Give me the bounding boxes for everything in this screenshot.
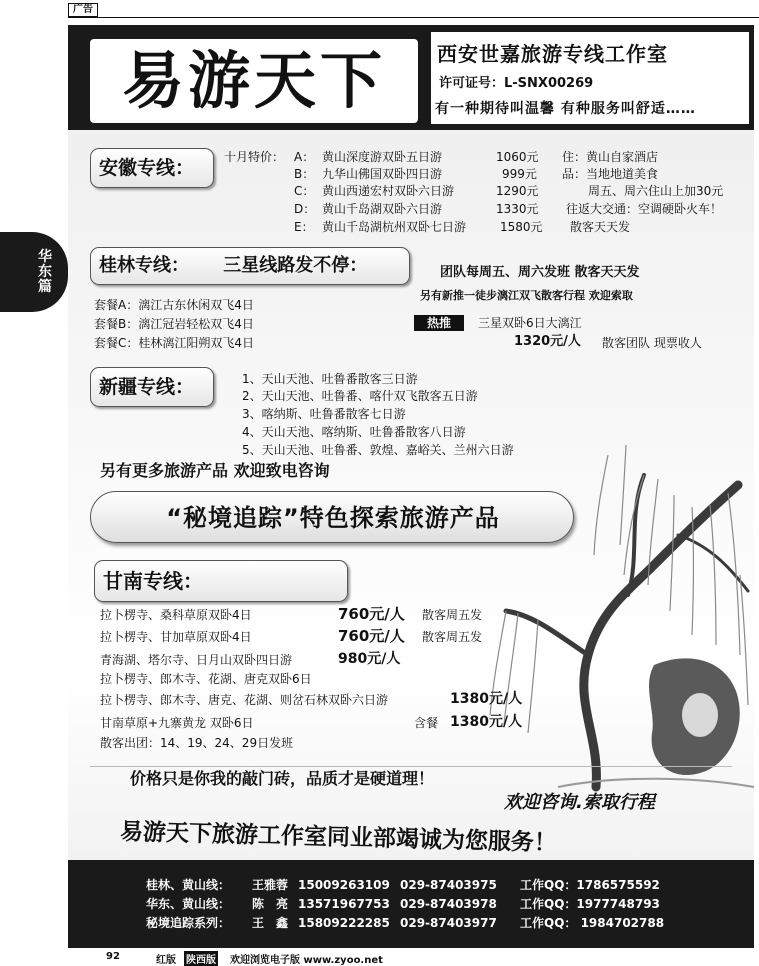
contact-line: 华东、黄山线： — [146, 897, 231, 911]
service-slogan: 易游天下旅游工作室同业部竭诚为您服务！ — [119, 819, 558, 857]
gannan-title: 甘南专线： — [94, 560, 348, 602]
anhui-route-code: B： — [294, 167, 315, 181]
contact-phone: 029-87403977 — [400, 916, 497, 930]
xinjiang-route: 4、天山天池、喀纳斯、吐鲁番散客八日游 — [242, 425, 466, 439]
anhui-title: 安徽专线： — [90, 148, 214, 188]
gannan-route: 拉卜楞寺、甘加草原双卧4日 — [100, 630, 252, 644]
gannan-route: 甘南草原+九寨黄龙 双卧6日 — [100, 716, 254, 730]
contact-mobile: 15009263109 — [298, 878, 390, 892]
guilin-subtitle: 三星线路发不停： — [223, 255, 368, 276]
anhui-note: 周五、周六住山上加30元 — [588, 184, 724, 198]
gannan-price: 760元/人 — [338, 605, 405, 623]
guilin-title — [90, 247, 410, 285]
gannan-note: 含餐 — [414, 716, 439, 730]
guilin-depart: 团队每周五、周六发班 散客天天发 — [440, 265, 640, 280]
anhui-note: 住：黄山自家酒店 — [562, 150, 659, 164]
anhui-route-name: 黄山西递宏村双卧六日游 — [322, 184, 455, 198]
anhui-route-code: C： — [294, 184, 315, 198]
gannan-price: 1380元/人 — [450, 714, 523, 730]
contact-person: 陈 亮 — [252, 897, 289, 911]
section-tab-char: 篇 — [38, 279, 52, 295]
xinjiang-title: 新疆专线： — [90, 367, 214, 407]
contact-footer — [68, 860, 754, 948]
anhui-route-code: E： — [294, 220, 314, 234]
contact-phone: 029-87403978 — [400, 897, 497, 911]
gannan-schedule: 散客出团：14、19、24、29日发班 — [100, 736, 294, 750]
anhui-promo-label: 十月特价： — [224, 150, 285, 164]
gannan-route: 青海湖、塔尔寺、日月山双卧四日游 — [100, 653, 293, 667]
anhui-route-price: 1290元 — [496, 184, 539, 198]
gannan-price: 980元/人 — [338, 651, 401, 667]
xinjiang-route: 3、喀纳斯、吐鲁番散客七日游 — [242, 407, 406, 421]
page-footer — [68, 951, 759, 965]
contact-person: 王雅蓉 — [252, 878, 289, 892]
gannan-price: 760元/人 — [338, 627, 405, 645]
contact-mobile: 15809222285 — [298, 916, 390, 930]
divider — [90, 766, 732, 767]
contact-qq: 工作QQ：1786575592 — [520, 878, 660, 892]
willow-tree-illustration — [478, 415, 754, 795]
contact-line: 桂林、黄山线： — [146, 878, 231, 892]
gannan-route: 拉卜楞寺、桑科草原双卧4日 — [100, 608, 252, 622]
anhui-route-name: 黄山千岛湖杭州双卧七日游 — [322, 220, 467, 234]
contact-line: 秘境追踪系列： — [146, 916, 231, 930]
site-link[interactable]: 欢迎浏览电子版 www.zyoo.net — [230, 955, 383, 966]
brand-logo: 易游天下 — [121, 44, 386, 117]
section-tab-east-china — [0, 232, 68, 312]
anhui-route-price: 1580元 — [500, 220, 543, 234]
contact-qq: 工作QQ：1977748793 — [520, 897, 660, 911]
top-rule — [68, 17, 759, 18]
guilin-package: 套餐C：桂林漓江阳朔双飞4日 — [94, 336, 255, 350]
anhui-route-code: A： — [294, 150, 315, 164]
gannan-route: 拉卜楞寺、郎木寺、唐克、花湖、则岔石林双卧六日游 — [100, 693, 389, 707]
region-badge: 陕西版 — [184, 951, 218, 966]
gannan-route: 拉卜楞寺、郎木寺、花湖、唐克双卧6日 — [100, 672, 312, 686]
ad-header — [68, 25, 754, 130]
xinjiang-route: 1、天山天池、吐鲁番散客三日游 — [242, 372, 418, 386]
guilin-new-line: 另有新推一徒步漓江双飞散客行程 欢迎索取 — [420, 289, 633, 302]
page-number: 92 — [106, 951, 120, 962]
anhui-note: 品：当地地道美食 — [562, 167, 659, 181]
anhui-route-price: 1060元 — [496, 150, 539, 164]
more-products: 另有更多旅游产品 欢迎致电咨询 — [100, 461, 330, 480]
ad-label: 广告 — [68, 3, 98, 17]
gannan-note: 散客周五发 — [422, 630, 483, 644]
guilin-hot-route: 三星双卧6日大漓江 — [478, 316, 582, 330]
anhui-route-name: 黄山千岛湖双卧六日游 — [322, 202, 443, 216]
guilin-hot-price: 1320元/人 — [514, 334, 581, 349]
anhui-route-code: D： — [294, 202, 316, 216]
anhui-route-name: 黄山深度游双卧五日游 — [322, 150, 443, 164]
section-tab-label — [34, 250, 56, 295]
anhui-route-price: 1330元 — [496, 202, 539, 216]
contact-phone: 029-87403975 — [400, 878, 497, 892]
edition-label: 红版 — [156, 955, 176, 966]
header-slogan: 有一种期待叫温馨 有种服务叫舒适…… — [435, 101, 696, 117]
promo-banner-text: “秘境追踪”特色探索旅游产品 — [166, 504, 500, 532]
anhui-note: 散客天天发 — [570, 220, 631, 234]
license-number: 许可证号：L-SNX00269 — [439, 76, 594, 91]
section-tab-char: 华 — [38, 249, 52, 265]
contact-person: 王 鑫 — [252, 916, 289, 930]
anhui-route-price: 999元 — [502, 167, 537, 181]
guilin-package: 套餐B：漓江冠岩轻松双飞4日 — [94, 317, 254, 331]
advertisement — [68, 25, 754, 948]
anhui-route-name: 九华山佛国双卧四日游 — [322, 167, 443, 181]
quality-slogan: 价格只是你我的敲门砖，品质才是硬道理！ — [130, 769, 435, 788]
contact-qq: 工作QQ： 1984702788 — [520, 916, 665, 930]
studio-name: 西安世嘉旅游专线工作室 — [437, 42, 668, 66]
gannan-note: 散客周五发 — [422, 608, 483, 622]
promo-banner — [90, 491, 574, 543]
logo-box — [90, 39, 418, 123]
xinjiang-route: 5、天山天池、吐鲁番、敦煌、嘉峪关、兰州六日游 — [242, 443, 514, 457]
contact-mobile: 13571967753 — [298, 897, 390, 911]
hot-badge: 热推 — [414, 315, 464, 331]
xinjiang-route: 2、天山天池、吐鲁番、喀什双飞散客五日游 — [242, 389, 478, 403]
anhui-note: 往返大交通：空调硬卧火车！ — [566, 202, 723, 216]
gannan-price: 1380元/人 — [450, 691, 523, 707]
studio-info — [431, 32, 749, 124]
guilin-package: 套餐A：漓江古东休闲双飞4日 — [94, 298, 254, 312]
inquiry-text: 欢迎咨询.索取行程 — [504, 792, 655, 813]
section-tab-char: 东 — [38, 264, 52, 280]
guilin-title-text: 桂林专线： — [99, 255, 189, 276]
guilin-hot-note: 散客团队 现票收人 — [602, 336, 702, 350]
